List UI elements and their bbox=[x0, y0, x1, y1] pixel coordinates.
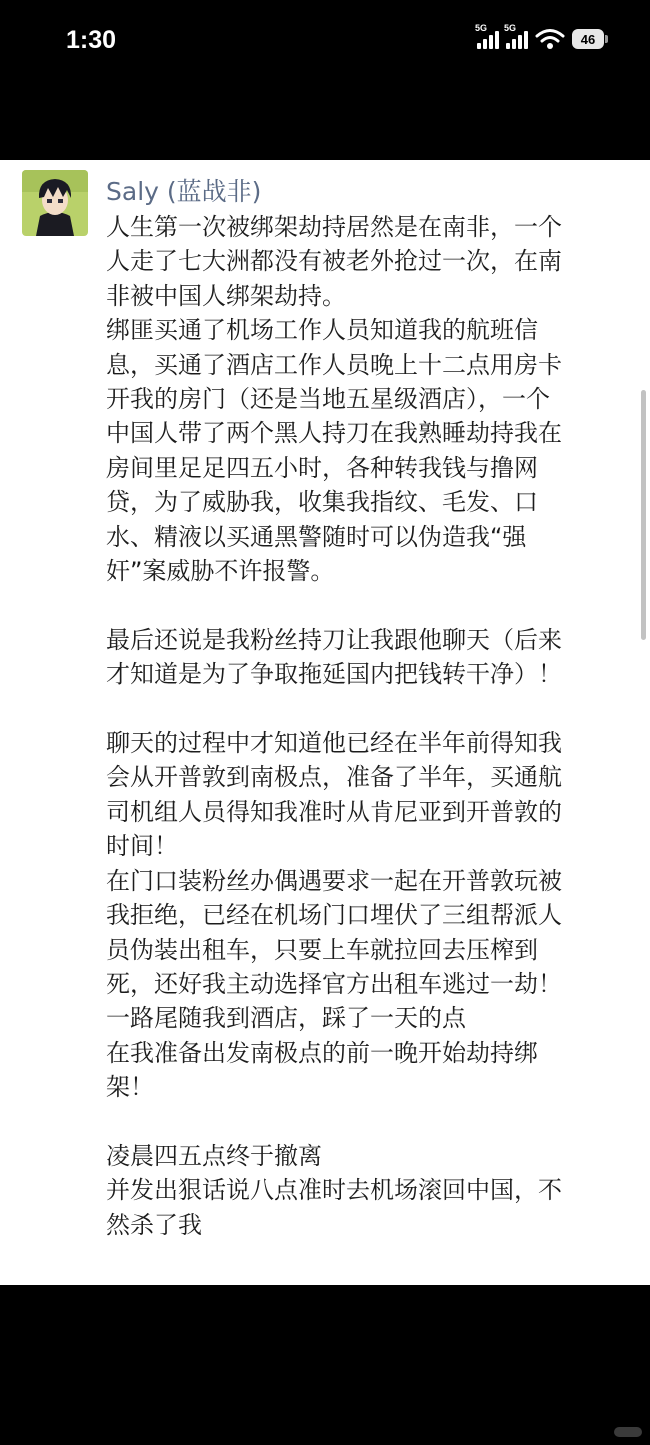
message-line: 聊天的过程中才知道他已经在半年前得知我 bbox=[106, 729, 562, 758]
status-icons bbox=[475, 23, 604, 50]
message-line: 死，还好我主动选择官方出租车逃过一劫！ bbox=[106, 969, 562, 998]
message-line: 司机组人员得知我准时从肯尼亚到开普敦的 bbox=[106, 797, 562, 826]
message-line: 息，买通了酒店工作人员晚上十二点用房卡 bbox=[106, 350, 562, 379]
message-line: 一路尾随我到酒店，踩了一天的点 bbox=[106, 1004, 466, 1033]
message-line: 凌晨四五点终于撤离 bbox=[106, 1141, 322, 1170]
cellular-signal-icon bbox=[475, 23, 499, 49]
message-line: 人生第一次被绑架劫持居然是在南非，一个 bbox=[106, 213, 562, 241]
anime-character-avatar-icon bbox=[22, 170, 88, 236]
status-time: 1:30 bbox=[66, 26, 117, 54]
message-line: 贷，为了威胁我，收集我指纹、毛发、口 bbox=[106, 488, 538, 517]
battery-icon bbox=[572, 29, 604, 49]
cellular-signal-icon bbox=[504, 23, 528, 49]
post-message bbox=[106, 210, 626, 1242]
message-line: 非被中国人绑架劫持。 bbox=[106, 281, 346, 310]
status-bar bbox=[0, 0, 650, 160]
avatar[interactable] bbox=[22, 170, 88, 236]
message-line: 架！ bbox=[106, 1073, 154, 1102]
message-line: 在门口装粉丝办偶遇要求一起在开普敦玩被 bbox=[106, 866, 562, 895]
paragraph-gap bbox=[106, 1105, 626, 1139]
message-line: 最后还说是我粉丝持刀让我跟他聊天（后来 bbox=[106, 625, 562, 654]
wifi-icon bbox=[535, 28, 565, 50]
signal-label: 5G bbox=[475, 23, 488, 33]
message-line: 开我的房门（还是当地五星级酒店），一个 bbox=[106, 385, 550, 414]
message-line: 才知道是为了争取拖延国内把钱转干净）！ bbox=[106, 660, 562, 689]
message-line: 人走了七大洲都没有被老外抢过一次，在南 bbox=[106, 247, 562, 276]
post-content bbox=[0, 160, 650, 1285]
message-line: 然杀了我 bbox=[106, 1210, 202, 1239]
bottom-bar bbox=[0, 1285, 650, 1445]
message-line: 水、精液以买通黑警随时可以伪造我“强 bbox=[106, 522, 527, 551]
message-line: 房间里足足四五小时，各种转我钱与撸网 bbox=[106, 453, 538, 482]
paragraph-gap bbox=[106, 588, 626, 622]
message-line: 中国人带了两个黑人持刀在我熟睡劫持我在 bbox=[106, 419, 562, 448]
message-line: 绑匪买通了机场工作人员知道我的航班信 bbox=[106, 316, 538, 345]
watermark-icon bbox=[614, 1427, 642, 1437]
signal-label: 5G bbox=[504, 23, 517, 33]
message-line: 在我准备出发南极点的前一晚开始劫持绑 bbox=[106, 1038, 538, 1067]
message-line: 员伪装出租车，只要上车就拉回去压榨到 bbox=[106, 935, 538, 964]
message-line: 并发出狠话说八点准时去机场滚回中国，不 bbox=[106, 1176, 562, 1205]
message-line: 奸”案威胁不许报警。 bbox=[106, 557, 335, 586]
paragraph-gap bbox=[106, 692, 626, 726]
message-line: 时间！ bbox=[106, 832, 178, 861]
battery-level: 46 bbox=[580, 31, 596, 47]
scrollbar[interactable] bbox=[641, 390, 646, 640]
message-line: 我拒绝，已经在机场门口埋伏了三组帮派人 bbox=[106, 901, 562, 930]
author-name[interactable]: Saly (蓝战非) bbox=[106, 177, 262, 206]
message-line: 会从开普敦到南极点，准备了半年，买通航 bbox=[106, 763, 562, 792]
